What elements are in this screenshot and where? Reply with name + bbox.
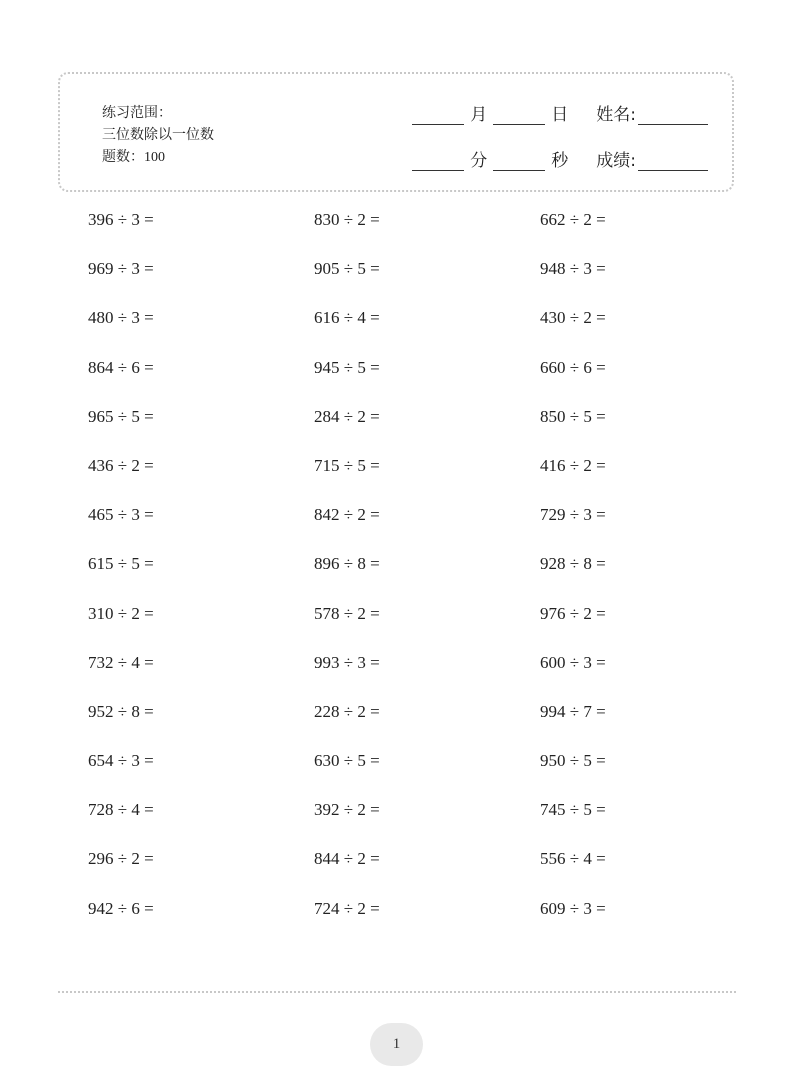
problem-row [0,493,793,542]
problem-item: 948 ÷ 3 = [540,259,606,279]
date-name-row [412,100,708,125]
range-label: 练习范围： [102,105,172,121]
problem-item: 465 ÷ 3 = [88,505,154,525]
problem-item: 430 ÷ 2 = [540,308,606,328]
problem-row [0,739,793,788]
problem-row [0,542,793,591]
problem-item: 942 ÷ 6 = [88,898,154,918]
problem-item: 850 ÷ 5 = [540,406,606,426]
problem-item: 662 ÷ 2 = [540,210,606,229]
problem-row [0,592,793,641]
problem-item: 842 ÷ 2 = [314,505,380,525]
problem-item: 976 ÷ 2 = [540,603,606,623]
month-label: 月 [470,105,488,125]
problem-item: 616 ÷ 4 = [314,308,380,328]
problem-row [0,346,793,395]
problem-row [0,641,793,690]
second-label: 秒 [551,151,569,171]
problem-row [0,444,793,493]
problem-item: 950 ÷ 5 = [540,751,606,771]
problem-row [0,788,793,837]
problem-item: 600 ÷ 3 = [540,652,606,672]
problem-item: 945 ÷ 5 = [314,357,380,377]
problem-item: 844 ÷ 2 = [314,849,380,869]
worksheet-meta [102,102,214,169]
problem-item: 578 ÷ 2 = [314,603,380,623]
problem-item: 732 ÷ 4 = [88,652,154,672]
problem-item: 715 ÷ 5 = [314,455,380,475]
problem-item: 310 ÷ 2 = [88,603,154,623]
time-score-row [412,146,708,171]
problem-item: 630 ÷ 5 = [314,751,380,771]
problem-grid [0,198,793,936]
page-number-badge [370,1023,423,1066]
problem-row [0,887,793,936]
problem-item: 864 ÷ 6 = [88,357,154,377]
problem-row [0,690,793,739]
problem-item: 745 ÷ 5 = [540,800,606,820]
problem-item: 480 ÷ 3 = [88,308,154,328]
problem-row [0,198,793,247]
question-count [102,146,214,169]
problem-row [0,837,793,886]
day-label: 日 [551,105,569,125]
problem-item: 896 ÷ 8 = [314,554,380,574]
problem-item: 284 ÷ 2 = [314,406,380,426]
problem-item: 660 ÷ 6 = [540,357,606,377]
second-blank[interactable] [493,152,545,171]
question-count-label: 题数： [102,149,144,165]
score-blank[interactable] [638,152,708,171]
problem-item: 728 ÷ 4 = [88,800,154,820]
problem-item: 392 ÷ 2 = [314,800,380,820]
problem-item: 228 ÷ 2 = [314,701,380,721]
problem-item: 296 ÷ 2 = [88,849,154,869]
problem-row [0,395,793,444]
month-blank[interactable] [412,106,464,125]
problem-item: 396 ÷ 3 = [88,210,154,229]
problem-item: 965 ÷ 5 = [88,406,154,426]
problem-item: 729 ÷ 3 = [540,505,606,525]
problem-item: 615 ÷ 5 = [88,554,154,574]
minute-blank[interactable] [412,152,464,171]
page-number: 1 [392,1036,401,1052]
problem-item: 830 ÷ 2 = [314,210,380,229]
problem-item: 416 ÷ 2 = [540,455,606,475]
problem-item: 654 ÷ 3 = [88,751,154,771]
range-value: 三位数除以一位数 [102,127,214,143]
name-label: 姓名: [596,105,636,125]
day-blank[interactable] [493,106,545,125]
worksheet-header [58,72,734,192]
name-blank[interactable] [638,106,708,125]
minute-label: 分 [470,151,488,171]
problem-item: 609 ÷ 3 = [540,898,606,918]
problem-item: 993 ÷ 3 = [314,652,380,672]
problem-item: 994 ÷ 7 = [540,701,606,721]
problem-item: 436 ÷ 2 = [88,455,154,475]
score-label: 成绩: [596,151,636,171]
problem-item: 905 ÷ 5 = [314,259,380,279]
problem-item: 556 ÷ 4 = [540,849,606,869]
problem-item: 969 ÷ 3 = [88,259,154,279]
problem-item: 928 ÷ 8 = [540,554,606,574]
footer-divider [58,991,736,993]
problem-item: 952 ÷ 8 = [88,701,154,721]
problem-item: 724 ÷ 2 = [314,898,380,918]
question-count-value: 100 [144,150,165,165]
problem-row [0,296,793,345]
problem-row [0,247,793,296]
